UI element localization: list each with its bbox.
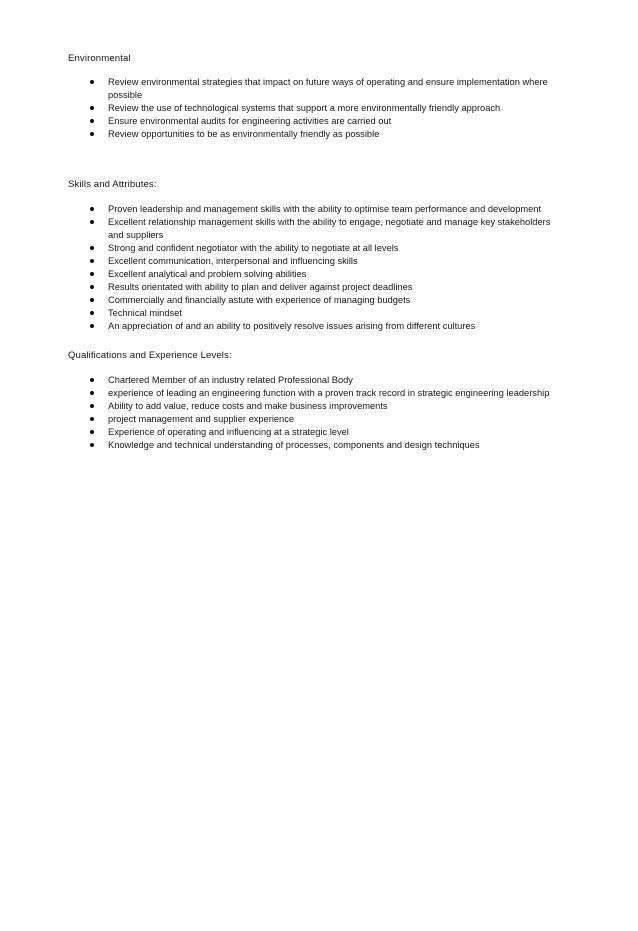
bullet-icon: [90, 391, 94, 395]
list-item-text: Chartered Member of an industry related Professional Body: [108, 375, 353, 385]
bullet-icon: [90, 443, 94, 447]
bullet-icon: [90, 246, 94, 250]
bullet-icon: [90, 298, 94, 302]
qualifications-heading: Qualifications and Experience Levels:: [68, 350, 232, 361]
skills-list: [90, 203, 560, 333]
list-item-text: Proven leadership and management skills with the ability to optimise team performance and development: [108, 204, 542, 214]
environmental-heading: Environmental: [68, 53, 131, 64]
list-item: [90, 128, 560, 141]
list-item: [90, 281, 560, 294]
list-item: [90, 400, 560, 413]
bullet-icon: [90, 80, 94, 84]
bullet-icon: [90, 259, 94, 263]
environmental-list: [90, 76, 560, 141]
bullet-icon: [90, 378, 94, 382]
list-item-text: Commercially and financially astute with experience of managing budgets: [108, 295, 411, 305]
list-item-text: Ability to add value, reduce costs and make business improvements: [108, 401, 388, 411]
list-item: [90, 242, 560, 255]
list-item: [90, 76, 560, 102]
qualifications-list: [90, 374, 560, 452]
list-item-text: Review opportunities to be as environmentally friendly as possible: [108, 129, 380, 139]
list-item: [90, 216, 560, 242]
bullet-icon: [90, 207, 94, 211]
bullet-icon: [90, 106, 94, 110]
list-item: [90, 307, 560, 320]
list-item-text: Technical mindset: [108, 308, 182, 318]
list-item: [90, 268, 560, 281]
list-item-text: Excellent analytical and problem solving abilities: [108, 269, 307, 279]
bullet-icon: [90, 430, 94, 434]
list-item-text: Experience of operating and influencing at a strategic level: [108, 427, 349, 437]
bullet-icon: [90, 311, 94, 315]
list-item-text: Knowledge and technical understanding of processes, components and design techniques: [108, 440, 480, 450]
list-item: [90, 203, 560, 216]
list-item-text: project management and supplier experience: [108, 414, 295, 424]
skills-heading: Skills and Attributes:: [68, 179, 157, 190]
list-item-text: Excellent relationship management skills with the ability to engage, negotiate and manage key stakeholders and suppliers: [108, 217, 551, 240]
list-item-text: Review environmental strategies that impact on future ways of operating and ensure implementation where possible: [108, 77, 548, 100]
list-item-text: Excellent communication, interpersonal and influencing skills: [108, 256, 358, 266]
list-item: [90, 439, 560, 452]
list-item: [90, 294, 560, 307]
bullet-icon: [90, 324, 94, 328]
list-item-text: An appreciation of and an ability to positively resolve issues arising from different cultures: [108, 321, 476, 331]
list-item-text: experience of leading an engineering function with a proven track record in strategic engineering leadership: [108, 388, 550, 398]
list-item-text: Ensure environmental audits for engineering activities are carried out: [108, 116, 392, 126]
list-item: [90, 387, 560, 400]
bullet-icon: [90, 285, 94, 289]
bullet-icon: [90, 132, 94, 136]
bullet-icon: [90, 272, 94, 276]
list-item-text: Results orientated with ability to plan and deliver against project deadlines: [108, 282, 413, 292]
list-item: [90, 413, 560, 426]
list-item: [90, 374, 560, 387]
list-item-text: Review the use of technological systems that support a more environmentally friendly approach: [108, 103, 501, 113]
bullet-icon: [90, 404, 94, 408]
bullet-icon: [90, 417, 94, 421]
list-item: [90, 426, 560, 439]
list-item-text: Strong and confident negotiator with the ability to negotiate at all levels: [108, 243, 399, 253]
list-item: [90, 102, 560, 115]
list-item: [90, 115, 560, 128]
list-item: [90, 320, 560, 333]
bullet-icon: [90, 220, 94, 224]
bullet-icon: [90, 119, 94, 123]
list-item: [90, 255, 560, 268]
